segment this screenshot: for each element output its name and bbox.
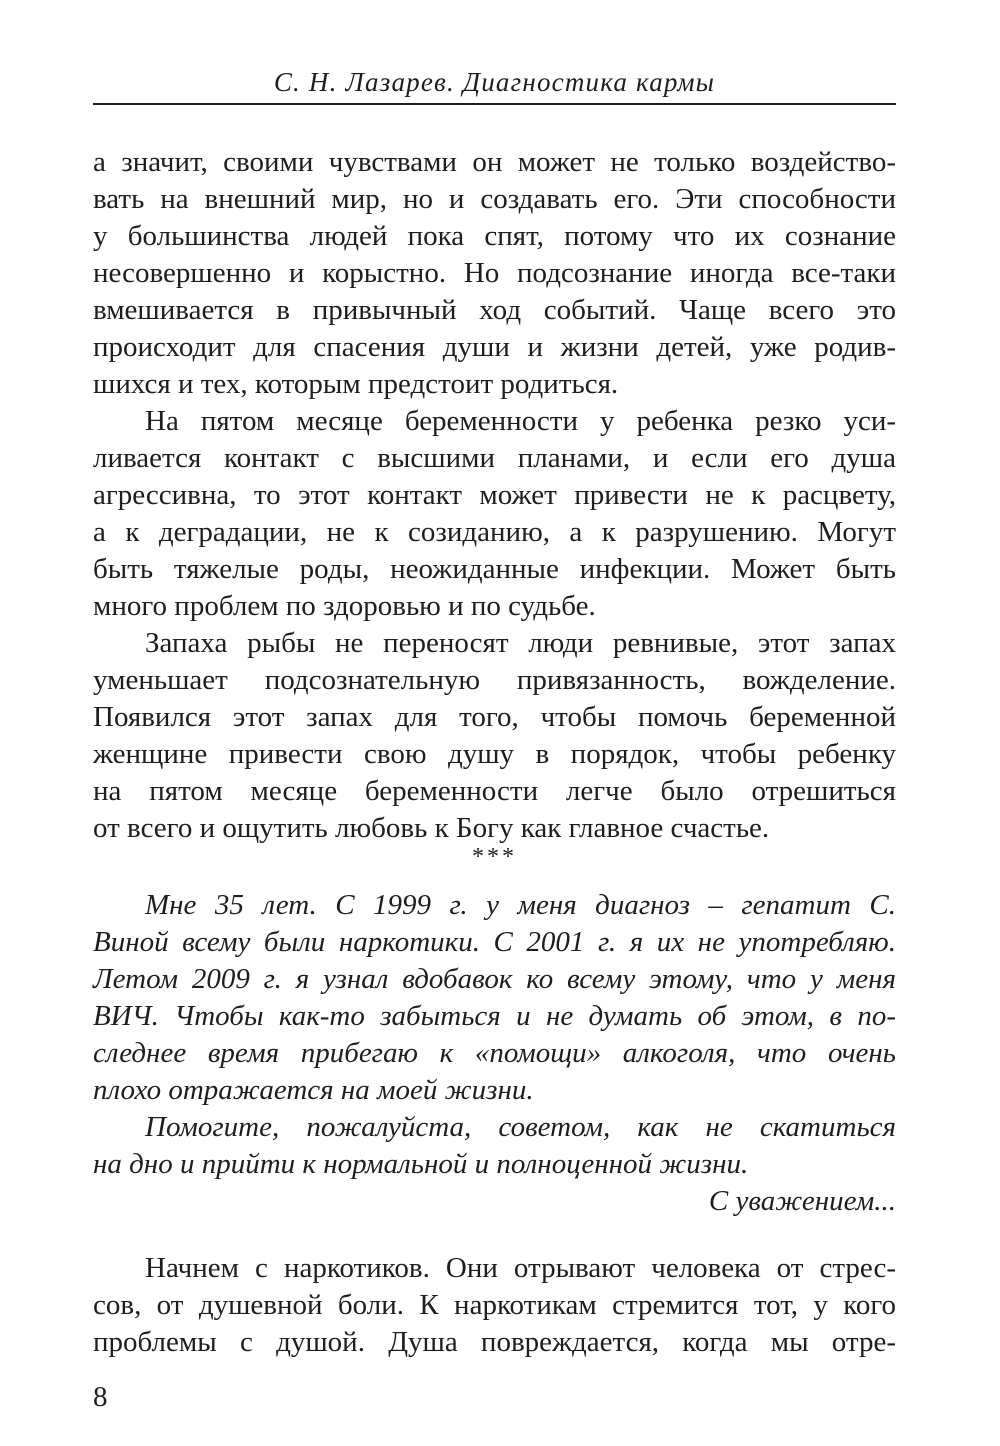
text-line: от всего и ощутить любовь к Богу как главное счастье. xyxy=(93,812,770,844)
letter-line: на дно и прийти к нормальной и полноценной жизни. xyxy=(93,1148,749,1180)
text-line: на пятом месяце беременности легче было отрешиться xyxy=(93,775,896,807)
text-line: много проблем по здоровью и по судьбе. xyxy=(93,590,596,622)
text-line: Появился этот запах для того, чтобы помочь беременной xyxy=(93,701,896,733)
text-line: вать на внешний мир, но и создавать его. Эти способности xyxy=(93,183,896,215)
text-line: а значит, своими чувствами он может не только воздейство- xyxy=(93,146,896,178)
text-line: происходит для спасения души и жизни детей, уже родив- xyxy=(93,331,896,363)
section-separator: *** xyxy=(472,844,517,870)
letter-line: ВИЧ. Чтобы как-то забыться и не думать об этом, в по- xyxy=(93,1000,896,1032)
letter-line: Помогите, пожалуйста, советом, как не скатиться xyxy=(145,1111,896,1143)
letter-line: Виной всему были наркотики. С 2001 г. я их не употребляю. xyxy=(93,926,896,958)
letter-line: Летом 2009 г. я узнал вдобавок ко всему этому, что у меня xyxy=(93,963,896,995)
letter-signoff: С уважением... xyxy=(708,1185,896,1217)
text-line: у большинства людей пока спят, потому что их сознание xyxy=(93,220,896,252)
letter-line: плохо отражается на моей жизни. xyxy=(93,1074,534,1106)
letter-line: следнее время прибегаю к «помощи» алкоголя, что очень xyxy=(93,1037,896,1069)
text-line: вмешивается в привычный ход событий. Чаще всего это xyxy=(93,294,896,326)
text-line: уменьшает подсознательную привязанность, вожделение. xyxy=(93,664,896,696)
text-line: быть тяжелые роды, неожиданные инфекции. Может быть xyxy=(93,553,896,585)
header-rule xyxy=(93,103,896,105)
text-line: Начнем с наркотиков. Они отрывают человека от стрес- xyxy=(145,1252,896,1284)
text-line: несовершенно и корыстно. Но подсознание иногда все-таки xyxy=(93,257,896,289)
text-line: ливается контакт с высшими планами, и если его душа xyxy=(93,442,896,474)
text-line: шихся и тех, которым предстоит родиться. xyxy=(93,368,619,400)
text-line: проблемы с душой. Душа повреждается, когда мы отре- xyxy=(93,1326,896,1358)
text-line: агрессивна, то этот контакт может привести не к расцвету, xyxy=(93,479,896,511)
running-header-title: С. Н. Лазарев. Диагностика кармы xyxy=(273,67,716,97)
text-line: сов, от душевной боли. К наркотикам стремится тот, у кого xyxy=(93,1289,896,1321)
page-number: 8 xyxy=(93,1381,108,1413)
text-line: женщине привести свою душу в порядок, чтобы ребенку xyxy=(93,738,896,770)
text-line: а к деградации, не к созиданию, а к разрушению. Могут xyxy=(93,516,896,548)
letter-line: Мне 35 лет. С 1999 г. у меня диагноз – гепатит С. xyxy=(145,889,896,921)
text-line: На пятом месяце беременности у ребенка резко уси- xyxy=(145,405,896,437)
text-line: Запаха рыбы не переносят люди ревнивые, этот запах xyxy=(145,627,896,659)
